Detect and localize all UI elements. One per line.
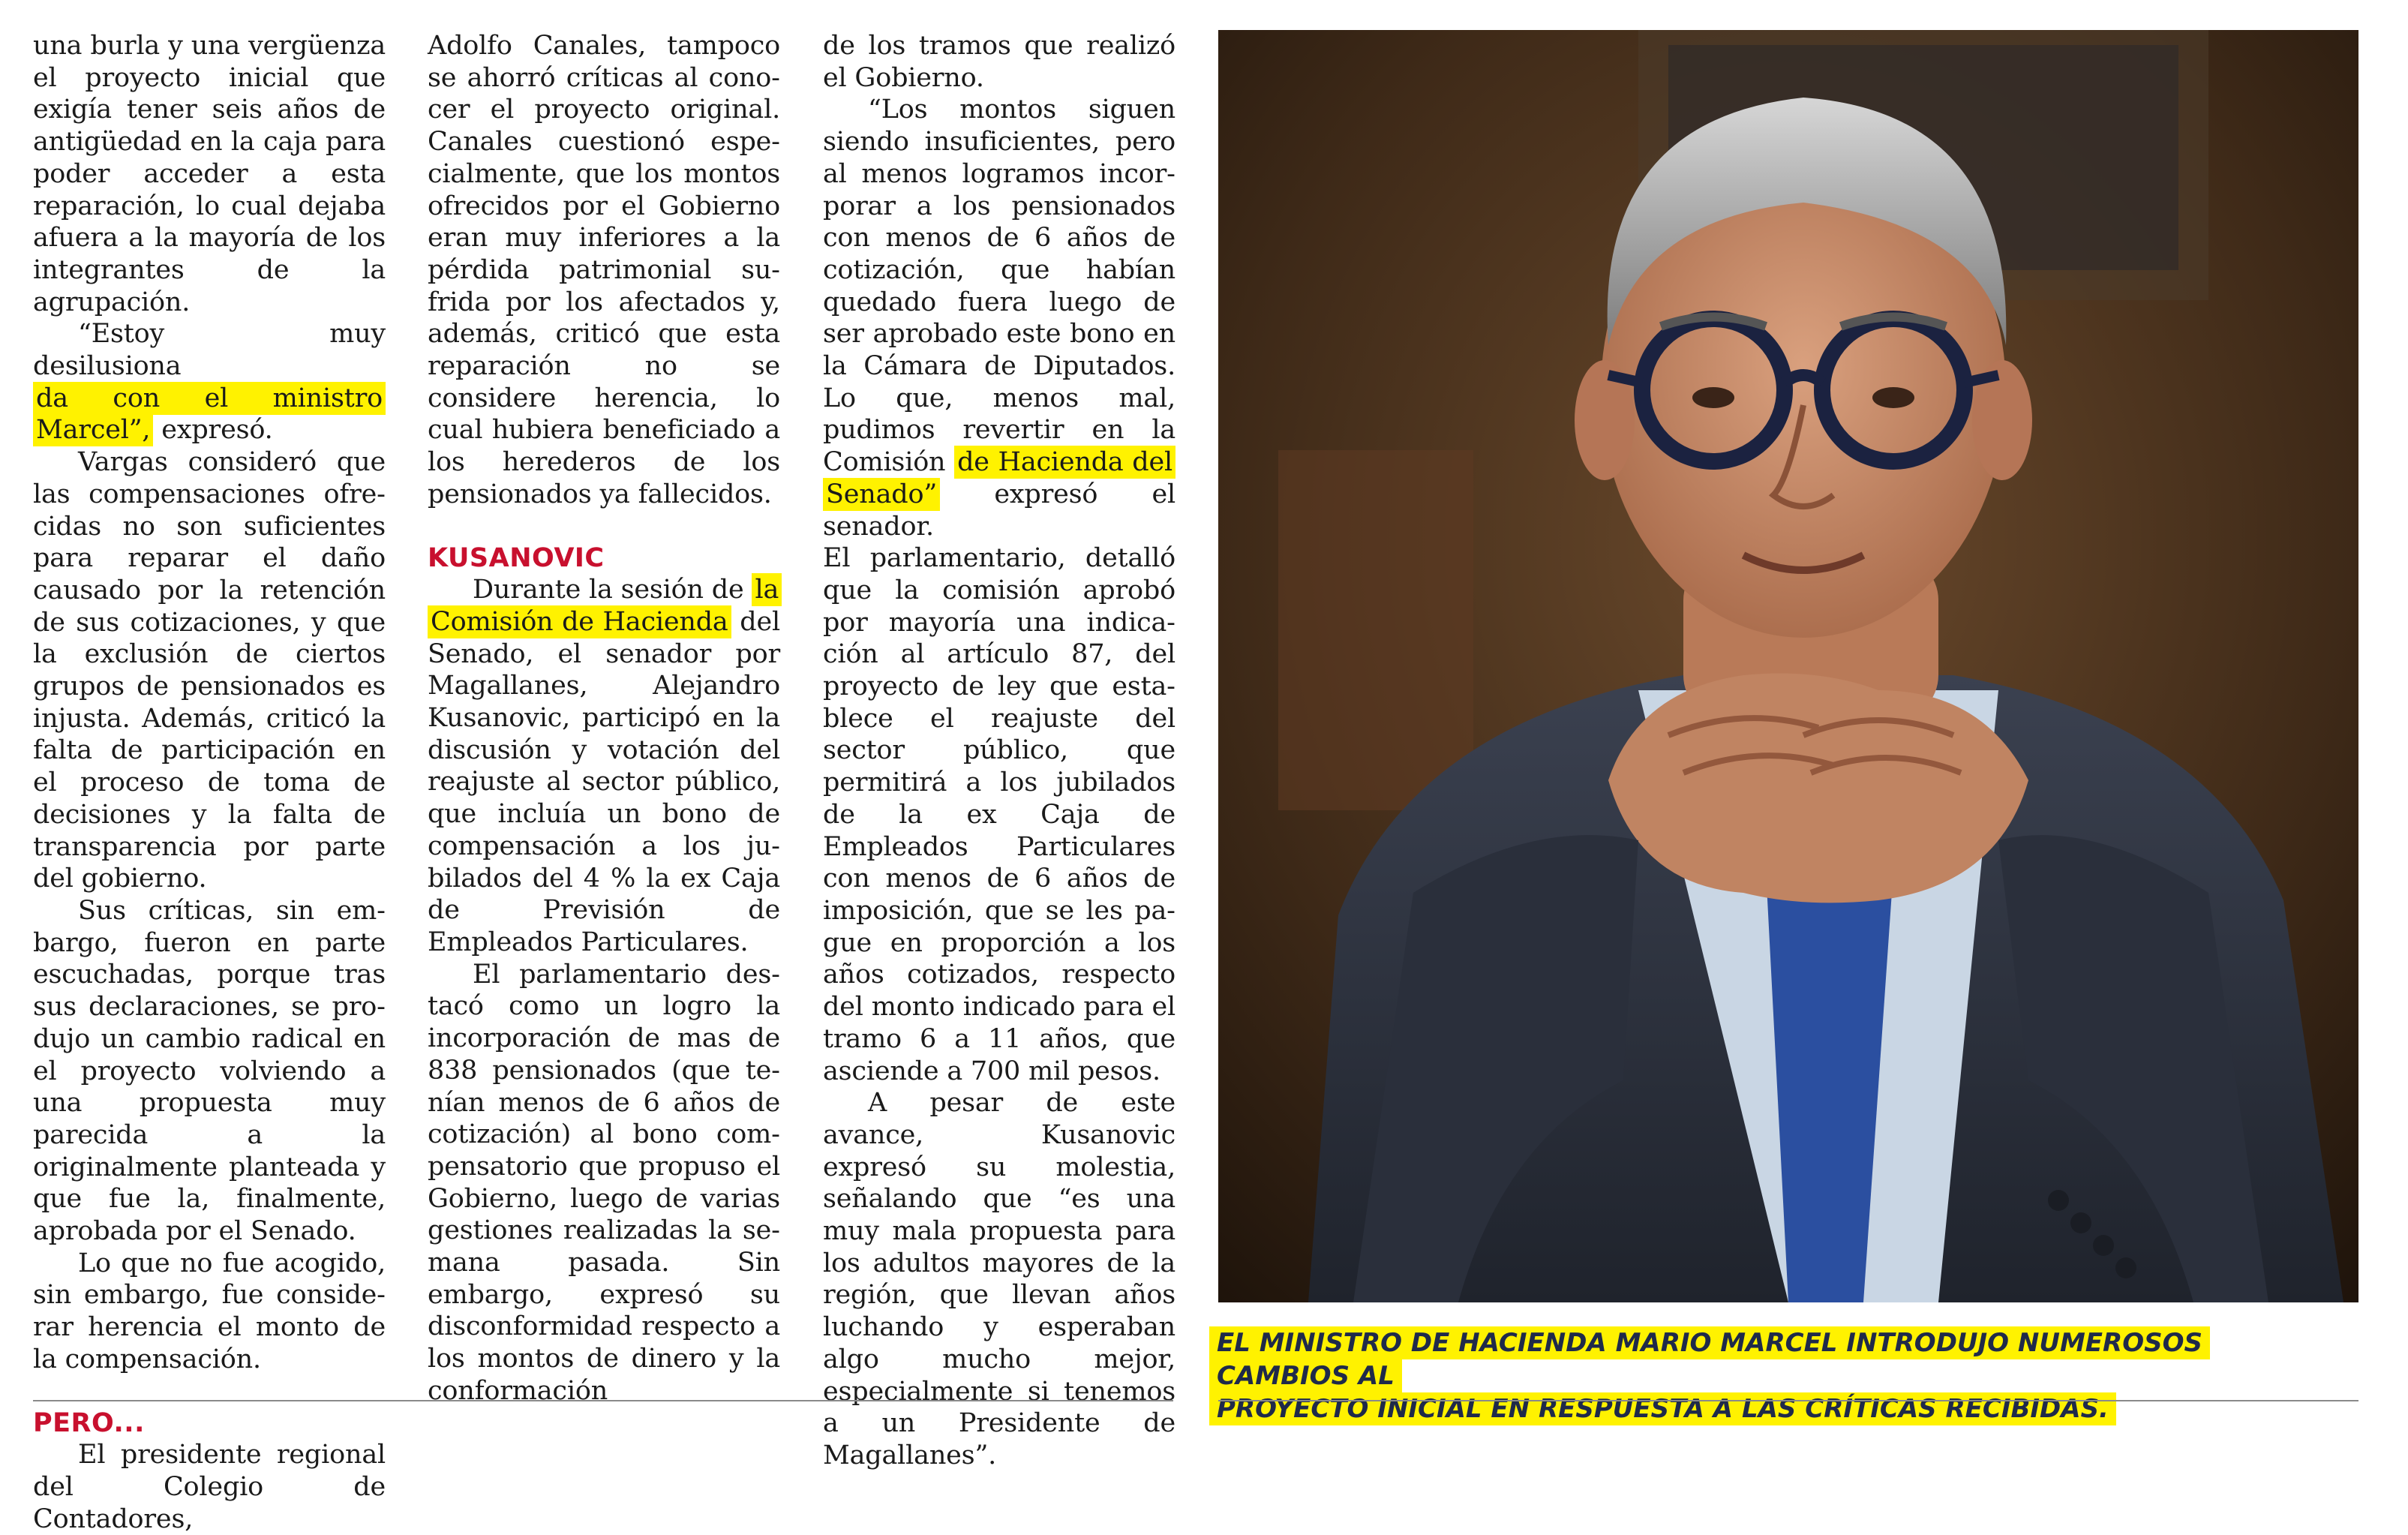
- paragraph-text: expresó el senador.: [823, 479, 1175, 542]
- portrait-illustration: [1218, 30, 2358, 1302]
- background-chair: [1278, 450, 1473, 810]
- highlighted-text: da con el ministro Marcel”,: [33, 382, 386, 447]
- paragraph-text: Durante la sesión de: [473, 575, 752, 605]
- paragraph-text: expresó.: [153, 415, 273, 446]
- subheading-kusanovic: KUSANOVIC: [428, 542, 605, 573]
- paragraph: El parlamentario destacó como un logro la incorporación de mas de 838 pensionados (que tenían menos de 6 años de cotización) al bono compensatorio que propuso el Gobierno, luego de varias gestiones realizadas la semana pasada. Sin embargo, expresó su disconformidad respecto a los montos de dinero y la conformación: [428, 959, 780, 1406]
- cuff-button: [2048, 1190, 2069, 1211]
- paragraph-text: del Senado, el senador por Magallanes, Alejandro Kusanovic, participó en la discusión y votación del reajuste al sector público, que incluía un bono de compensación a los jubilados del 4 % la ex Caja de Previsión de Empleados Particulares.: [428, 606, 780, 957]
- glasses-temple-left: [1608, 375, 1642, 383]
- left-eye: [1692, 387, 1734, 408]
- caption-line: EL MINISTRO DE HACIENDA MARIO MARCEL INTRODUJO NUMEROSOS CAMBIOS AL: [1209, 1326, 2210, 1392]
- paragraph-text: “Los montos siguen siendo insuficientes, pero al menos logramos incorporar a los pensionados con menos de 6 años de cotización, que habían quedado fuera luego de ser aprobado este bono en la Cámara de Diputados. Lo que, menos mal, pudimos revertir en la Comisión: [823, 95, 1175, 478]
- paragraph-comision: [428, 574, 780, 958]
- paragraph: de los tramos que realizó el Gobierno.: [823, 31, 1175, 93]
- bottom-rule-left: [33, 1400, 1173, 1401]
- cuff-button: [2115, 1257, 2136, 1278]
- highlighted-text: de Hacienda del Senado”: [823, 446, 1175, 511]
- article-column-3: [823, 30, 1175, 1472]
- paragraph: Vargas consideró que las compensaciones ofrecidas no son suficientes para reparar el daño causado por la retención de sus cotizaciones, y que la exclusión de ciertos grupos de pensionados es injusta. Además, criticó la falta de participación en el proceso de toma de decisiones y la falta de transparencia por parte del gobierno.: [33, 447, 386, 894]
- paragraph: A pesar de este avance, Kusanovic expresó su molestia, señalando que “es una muy mala propuesta para los adultos mayores de la región, que llevan años luchando y esperaban algo mucho mejor, especialmente si tenemos a un Presidente de Magallanes”.: [823, 1088, 1175, 1470]
- paragraph: Sus críticas, sin embargo, fueron en parte escuchadas, porque tras sus declaraciones, se produjo un cambio radical en el proyecto volviendo a una propuesta muy parecida a la originalmente planteada y que fue la, finalmente, aprobada por el Senado.: [33, 895, 386, 1247]
- glasses-temple-right: [1965, 375, 1998, 383]
- cuff-button: [2070, 1212, 2091, 1233]
- paragraph-text: “Estoy muy desilusiona: [33, 319, 386, 382]
- article-column-1: [33, 30, 386, 1535]
- paragraph-senado-quote: [823, 94, 1175, 542]
- paragraph: Adolfo Canales, tampoco se ahorró críticas al conocer el proyecto original. Canales cuestionó especialmente, que los montos ofrecidos por el Gobierno eran muy inferiores a la pérdida patrimonial sufrida por los afectados y, además, criticó que esta reparación no se considere herencia, lo cual hubiera beneficiado a los herederos de los pensionados ya fallecidos.: [428, 31, 780, 509]
- article-column-2: [428, 30, 780, 1407]
- highlighted-text: la Comisión de Hacienda: [428, 573, 782, 638]
- right-eye: [1872, 387, 1914, 408]
- bottom-rule-right: [1218, 1400, 2358, 1401]
- subheading-pero: PERO...: [33, 1407, 145, 1438]
- portrait-photo: [1218, 30, 2358, 1302]
- paragraph: una burla y una vergüenza el proyecto inicial que exigía tener seis años de antigüedad en la caja para poder acceder a esta reparación, lo cual dejaba afuera a la mayoría de los integrantes de la agrupación.: [33, 31, 386, 317]
- caption-line: PROYECTO INICIAL EN RESPUESTA A LAS CRÍTICAS RECIBIDAS.: [1209, 1392, 2116, 1425]
- photo-caption: [1209, 1326, 2334, 1425]
- paragraph-quote-marcel: [33, 318, 386, 446]
- paragraph: Lo que no fue acogido, sin embargo, fue considerar herencia el monto de la compensación.: [33, 1248, 386, 1374]
- paragraph: El parlamentario, detalló que la comisión aprobó por mayoría una indicación al artículo 87, del proyecto de ley que establece el reajuste del sector público, que permitirá a los jubilados de la ex Caja de Empleados Particulares con menos de 6 años de imposición, que se les pague en proporción a los años cotizados, respecto del monto indicado para el tramo 6 a 11 años, que asciende a 700 mil pesos.: [823, 543, 1175, 1086]
- cuff-button: [2093, 1235, 2114, 1256]
- paragraph: El presidente regional del Colegio de Contadores,: [33, 1440, 386, 1534]
